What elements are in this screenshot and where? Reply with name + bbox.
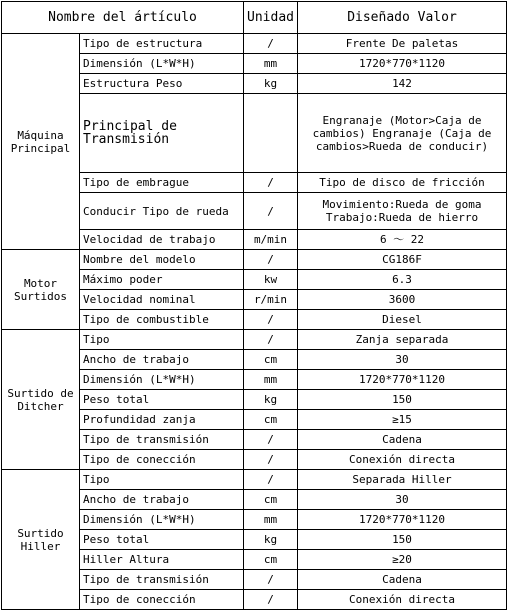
unit-cell: / (244, 470, 298, 490)
group-name-cell: Máquina Principal (2, 34, 80, 250)
item-name-cell: Profundidad zanja (80, 410, 244, 430)
unit-cell: cm (244, 350, 298, 370)
unit-cell: / (244, 250, 298, 270)
item-name-cell: Principal de Transmisión (80, 94, 244, 173)
group-name-cell: Surtido de Ditcher (2, 330, 80, 470)
item-name-cell: Tipo de conección (80, 590, 244, 610)
value-cell: Separada Hiller (298, 470, 507, 490)
group-name-cell: Surtido Hiller (2, 470, 80, 610)
table-row (2, 34, 507, 54)
item-name-cell: Dimensión (L*W*H) (80, 370, 244, 390)
item-name-cell: Peso total (80, 390, 244, 410)
value-cell: Cadena (298, 430, 507, 450)
unit-cell: mm (244, 370, 298, 390)
item-name-cell: Hiller Altura (80, 550, 244, 570)
group-name-cell: Motor Surtidos (2, 250, 80, 330)
unit-cell: / (244, 193, 298, 230)
item-name-cell: Máximo poder (80, 270, 244, 290)
item-name-cell: Ancho de trabajo (80, 490, 244, 510)
unit-cell: cm (244, 410, 298, 430)
value-cell: 6 ～ 22 (298, 230, 507, 250)
item-name-cell: Peso total (80, 530, 244, 550)
item-name-cell: Ancho de trabajo (80, 350, 244, 370)
item-name-cell: Conducir Tipo de rueda (80, 193, 244, 230)
item-name-cell: Tipo de transmisión (80, 430, 244, 450)
table-row (2, 330, 507, 350)
unit-cell: / (244, 430, 298, 450)
item-name-cell: Velocidad nominal (80, 290, 244, 310)
specification-table (1, 1, 507, 610)
header-unit: Unidad (244, 2, 298, 34)
item-name-cell: Tipo (80, 330, 244, 350)
value-cell: 6.3 (298, 270, 507, 290)
unit-cell: / (244, 570, 298, 590)
header-design-value: Diseñado Valor (298, 2, 507, 34)
unit-cell: mm (244, 54, 298, 74)
item-name-cell: Nombre del modelo (80, 250, 244, 270)
unit-cell: / (244, 590, 298, 610)
value-cell: Conexión directa (298, 450, 507, 470)
value-cell: Cadena (298, 570, 507, 590)
item-name-cell: Tipo de estructura (80, 34, 244, 54)
unit-cell: cm (244, 490, 298, 510)
value-cell: ≥15 (298, 410, 507, 430)
unit-cell: / (244, 34, 298, 54)
value-cell: Engranaje (Motor>Caja de cambios) Engranaje (Caja de cambios>Rueda de conducir) (298, 94, 507, 173)
unit-cell: mm (244, 510, 298, 530)
item-name-cell: Tipo (80, 470, 244, 490)
value-cell: 30 (298, 490, 507, 510)
table-header (2, 2, 507, 34)
value-cell: ≥20 (298, 550, 507, 570)
table-row (2, 470, 507, 490)
unit-cell: r/min (244, 290, 298, 310)
item-name-cell: Tipo de embrague (80, 173, 244, 193)
unit-cell: / (244, 310, 298, 330)
item-name-cell: Velocidad de trabajo (80, 230, 244, 250)
unit-cell (244, 94, 298, 173)
item-name-cell: Tipo de transmisión (80, 570, 244, 590)
unit-cell: kw (244, 270, 298, 290)
value-cell: 1720*770*1120 (298, 54, 507, 74)
value-cell: 142 (298, 74, 507, 94)
value-cell: 3600 (298, 290, 507, 310)
value-cell: 150 (298, 390, 507, 410)
value-cell: Movimiento:Rueda de goma Trabajo:Rueda de hierro (298, 193, 507, 230)
item-name-cell: Estructura Peso (80, 74, 244, 94)
unit-cell: / (244, 450, 298, 470)
value-cell: 1720*770*1120 (298, 370, 507, 390)
value-cell: Frente De paletas (298, 34, 507, 54)
unit-cell: kg (244, 390, 298, 410)
unit-cell: / (244, 173, 298, 193)
value-cell: 1720*770*1120 (298, 510, 507, 530)
unit-cell: kg (244, 74, 298, 94)
value-cell: Zanja separada (298, 330, 507, 350)
table-row (2, 250, 507, 270)
item-name-cell: Tipo de conección (80, 450, 244, 470)
header-row (2, 2, 507, 34)
table-body (2, 34, 507, 610)
header-item-name: Nombre del ártículo (2, 2, 244, 34)
item-name-cell: Dimensión (L*W*H) (80, 54, 244, 74)
value-cell: 150 (298, 530, 507, 550)
value-cell: 30 (298, 350, 507, 370)
item-name-cell: Tipo de combustible (80, 310, 244, 330)
item-name-cell: Dimensión (L*W*H) (80, 510, 244, 530)
unit-cell: kg (244, 530, 298, 550)
value-cell: CG186F (298, 250, 507, 270)
unit-cell: / (244, 330, 298, 350)
value-cell: Conexión directa (298, 590, 507, 610)
unit-cell: cm (244, 550, 298, 570)
value-cell: Diesel (298, 310, 507, 330)
unit-cell: m/min (244, 230, 298, 250)
value-cell: Tipo de disco de fricción (298, 173, 507, 193)
